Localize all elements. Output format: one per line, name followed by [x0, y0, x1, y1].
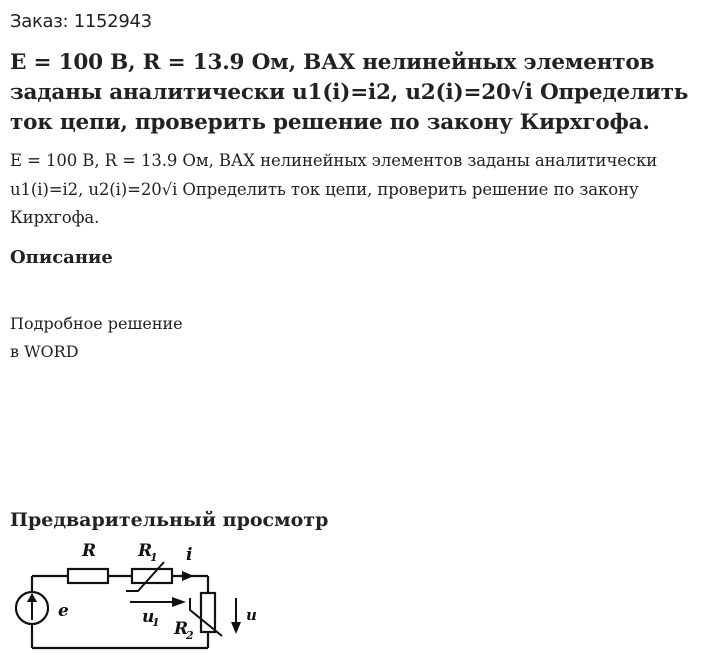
resistor-r-symbol	[68, 569, 108, 583]
label-r1-sub: 1	[150, 551, 158, 564]
problem-description: E = 100 В, R = 13.9 Ом, ВАХ нелинейных элементов заданы аналитически u1(i)=i2, u2(i)=20√i Определить ток цепи, проверить решение по закону Кирхгофа.	[10, 151, 658, 227]
description-heading: Описание	[10, 247, 113, 268]
description-body	[10, 310, 183, 366]
label-i: i	[186, 545, 193, 565]
label-e: e	[58, 601, 69, 621]
current-arrow-icon	[182, 571, 194, 581]
label-u1-sub: 1	[152, 616, 160, 629]
label-u2: u	[246, 606, 257, 624]
label-u1: u	[142, 607, 155, 627]
label-r2-sub: 2	[186, 629, 194, 642]
voltage-u2-arrow-icon	[231, 598, 241, 634]
nonlinear-r2-symbol	[190, 593, 222, 636]
label-r: R	[82, 541, 97, 561]
nonlinear-r1-symbol	[126, 562, 172, 591]
description-line-1: Подробное решение	[10, 314, 183, 333]
label-r1: R	[138, 541, 153, 561]
page-title: E = 100 В, R = 13.9 Ом, ВАХ нелинейных элементов заданы аналитически u1(i)=i2, u2(i)=20√i Определить ток цепи, проверить решение по закону Кирхгофа.	[10, 50, 689, 135]
order-number: Заказ: 1152943	[10, 11, 152, 32]
voltage-source-symbol	[16, 592, 48, 624]
preview-heading: Предварительный просмотр	[10, 509, 329, 531]
label-r2: R	[174, 619, 189, 639]
description-line-2: в WORD	[10, 342, 79, 361]
circuit-diagram	[0, 536, 280, 662]
voltage-u1-arrow-icon	[130, 597, 186, 607]
